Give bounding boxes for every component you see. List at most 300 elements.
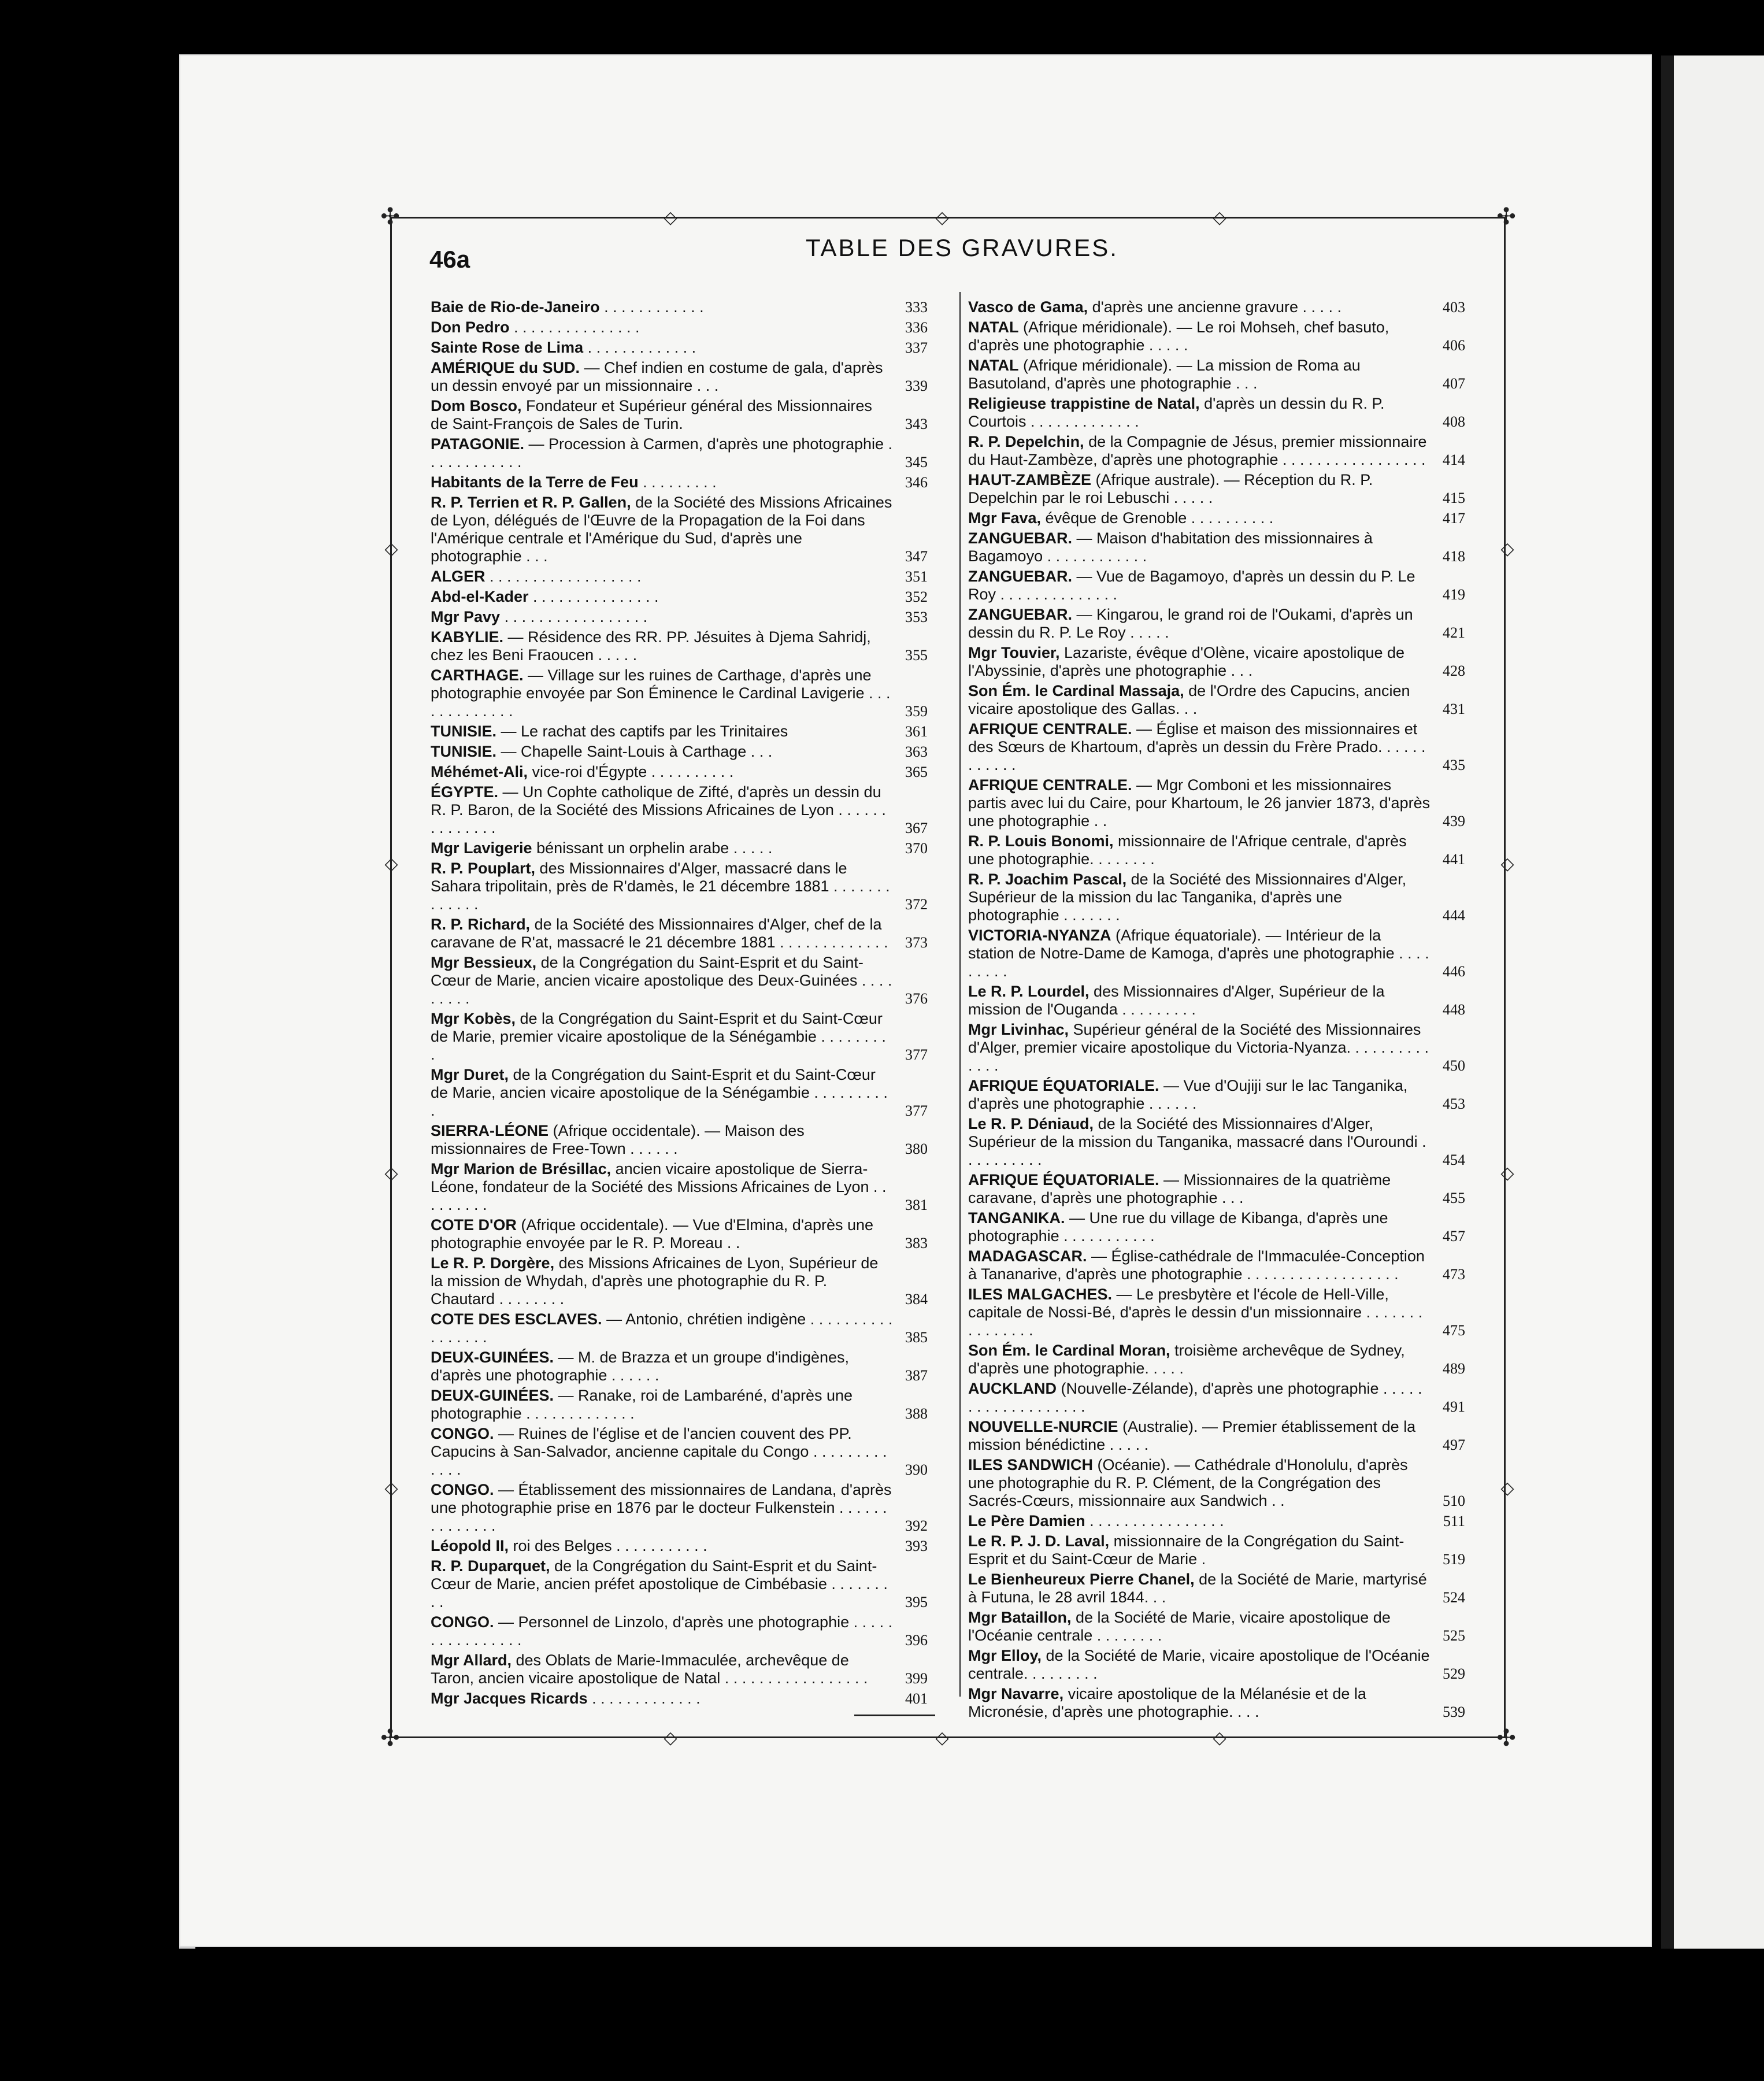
entry-text — [968, 471, 1431, 507]
entry-page-number: 453 — [1443, 1095, 1465, 1112]
entry-page-number: 421 — [1443, 624, 1465, 641]
entry-lead: Mgr Marion de Brésillac, — [431, 1160, 612, 1177]
entry-caption: . . . . . . . . . — [638, 473, 717, 491]
entry-caption: . . . . . . . . . . . . . — [587, 1690, 701, 1707]
entry-text — [431, 1349, 893, 1384]
list-item — [968, 529, 1465, 565]
entry-caption: (Afrique occidentale). — Maison des missionnaires de Free-Town . . . . . . — [431, 1122, 805, 1157]
entry-caption: ancien vicaire apostolique de Sierra-Léone, fondateur de la Société des Missions Africaines de Lyon . . . . . . . . . — [431, 1160, 887, 1213]
entry-lead: AUCKLAND — [968, 1380, 1057, 1397]
entry-text — [968, 1418, 1431, 1454]
entry-page-number: 353 — [905, 609, 928, 625]
entry-lead: Mgr Bessieux, — [431, 954, 537, 971]
list-item — [431, 568, 928, 586]
entry-caption: Lazariste, évêque d'Olène, vicaire apostolique de l'Abyssinie, d'après une photographie . . . — [968, 644, 1405, 679]
list-item — [968, 776, 1465, 830]
entry-caption: Fondateur et Supérieur général des Missionnaires de Saint-François de Sales de Turin. — [431, 397, 872, 432]
entry-caption: — Mgr Comboni et les missionnaires partis avec lui du Caire, pour Khartoum, le 26 janvier 1873, d'après une photographie . . — [968, 776, 1431, 830]
entry-lead: Mgr Pavy — [431, 608, 501, 625]
list-item — [431, 608, 928, 626]
corner-ornament-icon: ✣ — [380, 1725, 400, 1752]
list-item — [431, 319, 928, 336]
entry-caption: (Australie). — Premier établissement de la mission bénédictine . . . . . — [968, 1418, 1416, 1453]
entry-text — [968, 1286, 1431, 1339]
list-item — [968, 832, 1465, 868]
entry-caption: de la Société des Missionnaires d'Alger, chef de la caravane de R'at, massacré le 21 décembre 1881 . . . . . . . . . . . . . — [431, 916, 888, 951]
entry-page-number: 510 — [1443, 1493, 1465, 1509]
entry-page-number: 399 — [905, 1670, 928, 1687]
entry-caption: de la Congrégation du Saint-Esprit et du Saint-Cœur de Marie, ancien vicaire apostolique de la Sénégambie . . . . . . . . . . — [431, 1066, 888, 1119]
list-item — [968, 1209, 1465, 1245]
entry-caption: . . . . . . . . . . . . . . . . . — [500, 608, 648, 625]
entry-text — [431, 608, 893, 626]
list-item — [968, 1685, 1465, 1721]
list-item — [968, 471, 1465, 507]
entry-lead: Son Ém. le Cardinal Moran, — [968, 1342, 1170, 1359]
list-item — [968, 395, 1465, 431]
list-item — [431, 1652, 928, 1687]
list-item — [431, 954, 928, 1008]
entry-page-number: 473 — [1443, 1266, 1465, 1283]
entry-text — [431, 588, 893, 606]
entry-caption: de la Société des Missionnaires d'Alger, Supérieur de la mission du Tanganika, massacré dans l'Ouroundi . . . . . . . . . . — [968, 1115, 1426, 1168]
entry-lead: Mgr Elloy, — [968, 1647, 1042, 1664]
entry-page-number: 346 — [905, 474, 928, 491]
entry-lead: Mgr Navarre, — [968, 1685, 1064, 1702]
entry-lead: Mgr Duret, — [431, 1066, 509, 1083]
list-item — [431, 1349, 928, 1384]
entry-lead: Don Pedro — [431, 319, 510, 336]
entry-text — [431, 397, 893, 433]
entry-page-number: 455 — [1443, 1190, 1465, 1206]
entry-lead: CONGO. — [431, 1481, 494, 1498]
list-item — [431, 1387, 928, 1423]
entry-lead: ZANGUEBAR. — [968, 568, 1072, 585]
list-item — [431, 839, 928, 857]
entry-caption: — Procession à Carmen, d'après une photographie . . . . . . . . . . . . — [431, 435, 893, 471]
entry-caption: — Vue de Bagamoyo, d'après un dessin du P. Le Roy . . . . . . . . . . . . . . — [968, 568, 1415, 603]
list-item — [968, 1077, 1465, 1113]
entry-caption: missionnaire de l'Afrique centrale, d'après une photographie. . . . . . . . — [968, 832, 1407, 868]
list-item — [431, 860, 928, 913]
entry-page-number: 439 — [1443, 813, 1465, 830]
list-item — [968, 871, 1465, 924]
list-item — [431, 588, 928, 606]
entry-lead: TANGANIKA. — [968, 1209, 1065, 1227]
entry-caption: Supérieur général de la Société des Missionnaires d'Alger, premier vicaire apostolique du Victoria-Nyanza. . . . . . . . . . . . . . — [968, 1021, 1429, 1074]
entry-text — [431, 1557, 893, 1611]
entry-page-number: 401 — [905, 1690, 928, 1707]
list-item — [968, 509, 1465, 527]
entry-caption: — M. de Brazza et un groupe d'indigènes, d'après une photographie . . . . . . — [431, 1349, 850, 1384]
entry-page-number: 373 — [905, 934, 928, 951]
entry-caption: roi des Belges . . . . . . . . . . . — [509, 1537, 707, 1554]
entry-lead: TUNISIE. — [431, 743, 497, 760]
entry-page-number: 491 — [1443, 1398, 1465, 1415]
frame-ornament-icon: ◇ — [384, 1478, 398, 1498]
entry-lead: Baie de Rio-de-Janeiro — [431, 298, 600, 316]
list-item — [431, 1613, 928, 1649]
right-column — [968, 298, 1465, 1723]
entry-page-number: 448 — [1443, 1001, 1465, 1018]
page-number: 46a — [429, 246, 470, 273]
entry-lead: Le Bienheureux Pierre Chanel, — [968, 1571, 1195, 1588]
entry-text — [431, 1425, 893, 1479]
entry-caption: — Une rue du village de Kibanga, d'après une photographie . . . . . . . . . . . — [968, 1209, 1388, 1245]
entry-lead: ZANGUEBAR. — [968, 529, 1072, 547]
list-item — [431, 1537, 928, 1555]
entry-lead: Son Ém. le Cardinal Massaja, — [968, 682, 1184, 699]
entry-page-number: 370 — [905, 840, 928, 857]
entry-text — [431, 1613, 893, 1649]
entry-text — [968, 509, 1431, 527]
entry-page-number: 390 — [905, 1461, 928, 1478]
entry-lead: CARTHAGE. — [431, 666, 524, 684]
list-item — [431, 743, 928, 761]
entry-caption: — Maison d'habitation des missionnaires à Bagamoyo . . . . . . . . . . . . — [968, 529, 1373, 565]
entry-caption: bénissant un orphelin arabe . . . . . — [532, 839, 773, 857]
entry-text — [968, 1512, 1431, 1530]
entry-lead: SIERRA-LÉONE — [431, 1122, 549, 1139]
entry-page-number: 343 — [905, 416, 928, 432]
entry-caption: — Un Cophte catholique de Zifté, d'après un dessin du R. P. Baron, de la Société des Missions Africaines de Lyon . . . . . . . . . . . . . . — [431, 783, 886, 836]
entry-text — [968, 720, 1431, 774]
left-column — [431, 298, 928, 1710]
entry-text — [431, 494, 893, 565]
corner-ornament-icon: ✣ — [1496, 203, 1516, 230]
entry-text — [431, 783, 893, 837]
frame-ornament-icon: ◇ — [664, 1728, 677, 1748]
entry-caption: de la Société des Missions Africaines de Lyon, délégués de l'Œuvre de la Propagation de la Foi dans l'Amérique centrale et l'Amérique du Sud, d'après une photographie . . . — [431, 494, 892, 565]
frame-ornament-icon: ◇ — [384, 1163, 398, 1183]
entry-lead: NATAL — [968, 357, 1019, 374]
entry-text — [431, 1066, 893, 1120]
end-rule — [854, 1715, 935, 1716]
frame-ornament-icon: ◇ — [1500, 539, 1514, 559]
entry-lead: Mgr Kobès, — [431, 1010, 516, 1027]
list-item — [431, 339, 928, 357]
entry-text — [431, 568, 893, 586]
entry-lead: Abd-el-Kader — [431, 588, 529, 605]
entry-text — [968, 644, 1431, 680]
entry-text — [431, 916, 893, 951]
entry-page-number: 396 — [905, 1632, 928, 1649]
entry-text — [431, 1387, 893, 1423]
entry-lead: Méhémet-Ali, — [431, 763, 528, 780]
entry-page-number: 414 — [1443, 451, 1465, 468]
entry-caption: . . . . . . . . . . . . . . . — [509, 319, 640, 336]
entry-caption: . . . . . . . . . . . . . . . . — [1085, 1512, 1224, 1530]
list-item — [968, 1571, 1465, 1606]
entry-page-number: 489 — [1443, 1360, 1465, 1377]
entry-lead: NOUVELLE-NURCIE — [968, 1418, 1118, 1435]
entry-caption: . . . . . . . . . . . . . . . . . . — [485, 568, 642, 585]
entry-page-number: 355 — [905, 647, 928, 664]
list-item — [431, 298, 928, 316]
next-page-edge — [1661, 55, 1764, 1949]
entry-lead: DEUX-GUINÉES. — [431, 1387, 554, 1404]
entry-caption: de la Société de Marie, martyrisé à Futuna, le 28 avril 1844. . . — [968, 1571, 1427, 1606]
entry-caption: missionnaire de la Congrégation du Saint-Esprit et du Saint-Cœur de Marie . — [968, 1532, 1404, 1568]
entry-lead: KABYLIE. — [431, 628, 504, 646]
entry-lead: HAUT-ZAMBÈZE — [968, 471, 1091, 488]
entry-lead: ILES MALGACHES. — [968, 1286, 1113, 1303]
entry-lead: Léopold II, — [431, 1537, 509, 1554]
list-item — [431, 628, 928, 664]
entry-page-number: 428 — [1443, 662, 1465, 679]
entry-text — [431, 298, 893, 316]
entry-caption: . . . . . . . . . . . . . — [583, 339, 696, 356]
entry-lead: AFRIQUE ÉQUATORIALE. — [968, 1171, 1159, 1188]
entry-text — [968, 1532, 1431, 1568]
list-item — [431, 1557, 928, 1611]
entry-caption: d'après un dessin du R. P. Courtois . . . . . . . . . . . . . — [968, 395, 1385, 430]
list-item — [431, 723, 928, 740]
corner-ornament-icon: ✣ — [380, 203, 400, 230]
entry-text — [431, 1216, 893, 1252]
list-item — [968, 298, 1465, 316]
entry-text — [431, 319, 893, 336]
entry-lead: R. P. Terrien et R. P. Gallen, — [431, 494, 631, 511]
entry-page-number: 385 — [905, 1329, 928, 1346]
entry-text — [431, 666, 893, 720]
entry-lead: MADAGASCAR. — [968, 1247, 1087, 1265]
entry-caption: des Missionnaires d'Alger, massacré dans le Sahara tripolitain, près de R'damès, le 21 décembre 1881 . . . . . . . . . . . . . — [431, 860, 890, 913]
entry-page-number: 454 — [1443, 1151, 1465, 1168]
entry-lead: R. P. Duparquet, — [431, 1557, 550, 1575]
entry-caption: — Ranake, roi de Lambaréné, d'après une photographie . . . . . . . . . . . . . — [431, 1387, 853, 1422]
entry-lead: Mgr Bataillon, — [968, 1609, 1072, 1626]
entry-page-number: 345 — [905, 454, 928, 471]
entry-page-number: 388 — [905, 1405, 928, 1422]
list-item — [431, 1066, 928, 1120]
entry-page-number: 525 — [1443, 1627, 1465, 1644]
entry-text — [431, 723, 893, 740]
entry-text — [968, 1609, 1431, 1645]
entry-page-number: 380 — [905, 1141, 928, 1157]
entry-caption: (Afrique équatoriale). — Intérieur de la station de Notre-Dame de Kamoga, d'après une photographie . . . . . . . . . — [968, 927, 1429, 980]
entry-text — [968, 1247, 1431, 1283]
entry-page-number: 431 — [1443, 701, 1465, 717]
entry-page-number: 333 — [905, 299, 928, 316]
entry-lead: Mgr Touvier, — [968, 644, 1060, 661]
entry-lead: AFRIQUE CENTRALE. — [968, 720, 1132, 738]
entry-page-number: 336 — [905, 319, 928, 336]
entry-lead: R. P. Depelchin, — [968, 433, 1084, 450]
entry-caption: des Missions Africaines de Lyon, Supérieur de la mission de Whydah, d'après une photographie du R. P. Chautard . . . . . . . . — [431, 1254, 879, 1308]
entry-text — [431, 954, 893, 1008]
entry-lead: PATAGONIE. — [431, 435, 524, 453]
entry-lead: DEUX-GUINÉES. — [431, 1349, 554, 1366]
frame-ornament-icon: ◇ — [664, 208, 677, 228]
entry-caption: (Afrique occidentale). — Vue d'Elmina, d'après une photographie envoyée par le R. P. Moreau . . — [431, 1216, 874, 1251]
entry-lead: Le Père Damien — [968, 1512, 1085, 1530]
frame-ornament-icon: ◇ — [935, 1728, 949, 1748]
list-item — [968, 1512, 1465, 1530]
entry-page-number: 457 — [1443, 1228, 1465, 1245]
entry-caption: — Résidence des RR. PP. Jésuites à Djema Sahridj, chez les Beni Fraoucen . . . . . — [431, 628, 871, 664]
entry-lead: R. P. Louis Bonomi, — [968, 832, 1114, 850]
entry-page-number: 524 — [1443, 1589, 1465, 1606]
entry-text — [431, 839, 893, 857]
entry-lead: AMÉRIQUE du SUD. — [431, 359, 580, 376]
entry-text — [431, 1310, 893, 1346]
entry-lead: AFRIQUE ÉQUATORIALE. — [968, 1077, 1159, 1094]
entry-text — [968, 1647, 1431, 1683]
entry-text — [968, 927, 1431, 980]
entry-page-number: 446 — [1443, 963, 1465, 980]
entry-page-number: 359 — [905, 703, 928, 720]
list-item — [968, 720, 1465, 774]
entry-lead: R. P. Joachim Pascal, — [968, 871, 1127, 888]
list-item — [968, 1418, 1465, 1454]
entry-caption: — Village sur les ruines de Carthage, d'après une photographie envoyée par Son Éminence le Cardinal Lavigerie . . . . . . . . . . . . . — [431, 666, 891, 720]
list-item — [968, 1115, 1465, 1169]
entry-text — [968, 1209, 1431, 1245]
entry-page-number: 337 — [905, 339, 928, 356]
entry-caption: de la Congrégation du Saint-Esprit et du Saint-Cœur de Marie, ancien vicaire apostolique des Deux-Guinées . . . . . . . . . — [431, 954, 892, 1007]
entry-text — [431, 435, 893, 471]
entry-text — [431, 763, 893, 781]
list-item — [431, 1690, 928, 1708]
list-item — [431, 473, 928, 491]
entry-text — [968, 776, 1431, 830]
list-item — [431, 1122, 928, 1158]
list-item — [968, 1171, 1465, 1207]
frame-ornament-icon: ◇ — [1213, 1728, 1226, 1748]
list-item — [968, 1286, 1465, 1339]
entry-page-number: 406 — [1443, 337, 1465, 354]
entry-page-number: 377 — [905, 1102, 928, 1119]
entry-caption: de la Société de Marie, vicaire apostolique de l'Océanie centrale . . . . . . . . — [968, 1609, 1391, 1644]
entry-caption: — Église et maison des missionnaires et des Sœurs de Khartoum, d'après un dessin du Frère Prado. . . . . . . . . . . . — [968, 720, 1426, 773]
frame-ornament-icon: ◇ — [384, 854, 398, 874]
entry-text — [968, 1342, 1431, 1378]
entry-page-number: 450 — [1443, 1057, 1465, 1074]
entry-page-number: 539 — [1443, 1704, 1465, 1720]
entry-page-number: 392 — [905, 1517, 928, 1534]
list-item — [431, 666, 928, 720]
entry-text — [431, 1010, 893, 1064]
corner-ornament-icon: ✣ — [1496, 1725, 1516, 1752]
entry-caption: — Missionnaires de la quatrième caravane, d'après une photographie . . . — [968, 1171, 1391, 1206]
list-item — [968, 1456, 1465, 1510]
entry-text — [431, 1122, 893, 1158]
list-item — [431, 916, 928, 951]
entry-lead: CONGO. — [431, 1425, 494, 1442]
entry-lead: TUNISIE. — [431, 723, 497, 740]
entry-caption: d'après une ancienne gravure . . . . . — [1088, 298, 1342, 316]
entry-text — [968, 433, 1431, 469]
list-item — [968, 606, 1465, 642]
entry-caption: des Missionnaires d'Alger, Supérieur de la mission de l'Ouganda . . . . . . . . . — [968, 983, 1385, 1018]
entry-page-number: 339 — [905, 377, 928, 394]
entry-caption: vice-roi d'Égypte . . . . . . . . . . — [528, 763, 734, 780]
entry-text — [968, 568, 1431, 603]
entry-text — [968, 1571, 1431, 1606]
entry-lead: Dom Bosco, — [431, 397, 522, 414]
list-item — [968, 1247, 1465, 1283]
list-item — [968, 927, 1465, 980]
entry-text — [968, 1021, 1431, 1075]
list-item — [431, 1216, 928, 1252]
entry-text — [968, 983, 1431, 1019]
entry-caption: de la Compagnie de Jésus, premier missionnaire du Haut-Zambèze, d'après une photographie . . . . . . . . . . . . . . . . . — [968, 433, 1427, 468]
entry-lead: COTE D'OR — [431, 1216, 517, 1234]
list-item — [968, 1342, 1465, 1378]
entry-text — [968, 1115, 1431, 1169]
list-item — [968, 1021, 1465, 1075]
entry-page-number: 352 — [905, 588, 928, 605]
entry-text — [968, 1456, 1431, 1510]
list-item — [968, 568, 1465, 603]
entry-text — [431, 743, 893, 761]
entry-page-number: 419 — [1443, 586, 1465, 603]
entry-text — [968, 319, 1431, 354]
entry-text — [968, 871, 1431, 924]
list-item — [431, 1310, 928, 1346]
entry-text — [968, 1685, 1431, 1721]
entry-text — [431, 628, 893, 664]
list-item — [968, 1647, 1465, 1683]
entry-page-number: 519 — [1443, 1551, 1465, 1568]
list-item — [431, 397, 928, 433]
entry-lead: R. P. Pouplart, — [431, 860, 536, 877]
entry-caption: vicaire apostolique de la Mélanésie et de la Micronésie, d'après une photographie. . . . — [968, 1685, 1366, 1720]
entry-caption: (Afrique australe). — Réception du R. P. Depelchin par le roi Lebuschi . . . . . — [968, 471, 1373, 506]
entry-page-number: 377 — [905, 1046, 928, 1063]
entry-lead: Le R. P. Dorgère, — [431, 1254, 555, 1272]
entry-lead: ILES SANDWICH — [968, 1456, 1093, 1473]
entry-lead: CONGO. — [431, 1613, 494, 1631]
entry-lead: Sainte Rose de Lima — [431, 339, 584, 356]
entry-page-number: 415 — [1443, 490, 1465, 506]
entry-lead: COTE DES ESCLAVES. — [431, 1310, 602, 1328]
entry-caption: — Antonio, chrétien indigène . . . . . . . . . . . . . . . . . — [431, 1310, 893, 1346]
entry-page-number: 347 — [905, 548, 928, 565]
list-item — [968, 983, 1465, 1019]
list-item — [968, 682, 1465, 718]
frame-ornament-icon: ◇ — [1500, 854, 1514, 874]
entry-caption: (Afrique méridionale). — Le roi Mohseh, chef basuto, d'après une photographie . . . . . — [968, 319, 1389, 354]
entry-caption: de l'Ordre des Capucins, ancien vicaire apostolique des Gallas. . . — [968, 682, 1410, 717]
entry-page-number: 497 — [1443, 1436, 1465, 1453]
entry-page-number: 372 — [905, 896, 928, 913]
entry-text — [968, 529, 1431, 565]
page-title: TABLE DES GRAVURES. — [806, 234, 1118, 261]
entry-page-number: 529 — [1443, 1665, 1465, 1682]
frame-ornament-icon: ◇ — [1500, 1163, 1514, 1183]
list-item — [431, 783, 928, 837]
entry-page-number: 393 — [905, 1538, 928, 1554]
entry-caption: évêque de Grenoble . . . . . . . . . . — [1041, 509, 1274, 527]
entry-text — [431, 359, 893, 395]
entry-text — [431, 1537, 893, 1555]
entry-text — [968, 1077, 1431, 1113]
entry-lead: Mgr Jacques Ricards — [431, 1690, 588, 1707]
entry-caption: (Nouvelle-Zélande), d'après une photographie . . . . . . . . . . . . . . . . . . . — [968, 1380, 1422, 1415]
entry-lead: Mgr Lavigerie — [431, 839, 532, 857]
entry-caption: — Vue d'Oujiji sur le lac Tanganika, d'après une photographie . . . . . . — [968, 1077, 1408, 1112]
entry-page-number: 475 — [1443, 1322, 1465, 1339]
entry-lead: R. P. Richard, — [431, 916, 531, 933]
entry-page-number: 383 — [905, 1235, 928, 1251]
entry-page-number: 361 — [905, 723, 928, 740]
entry-lead: Le R. P. J. D. Laval, — [968, 1532, 1110, 1550]
entry-page-number: 381 — [905, 1197, 928, 1213]
entry-lead: AFRIQUE CENTRALE. — [968, 776, 1132, 794]
entry-text — [431, 860, 893, 913]
